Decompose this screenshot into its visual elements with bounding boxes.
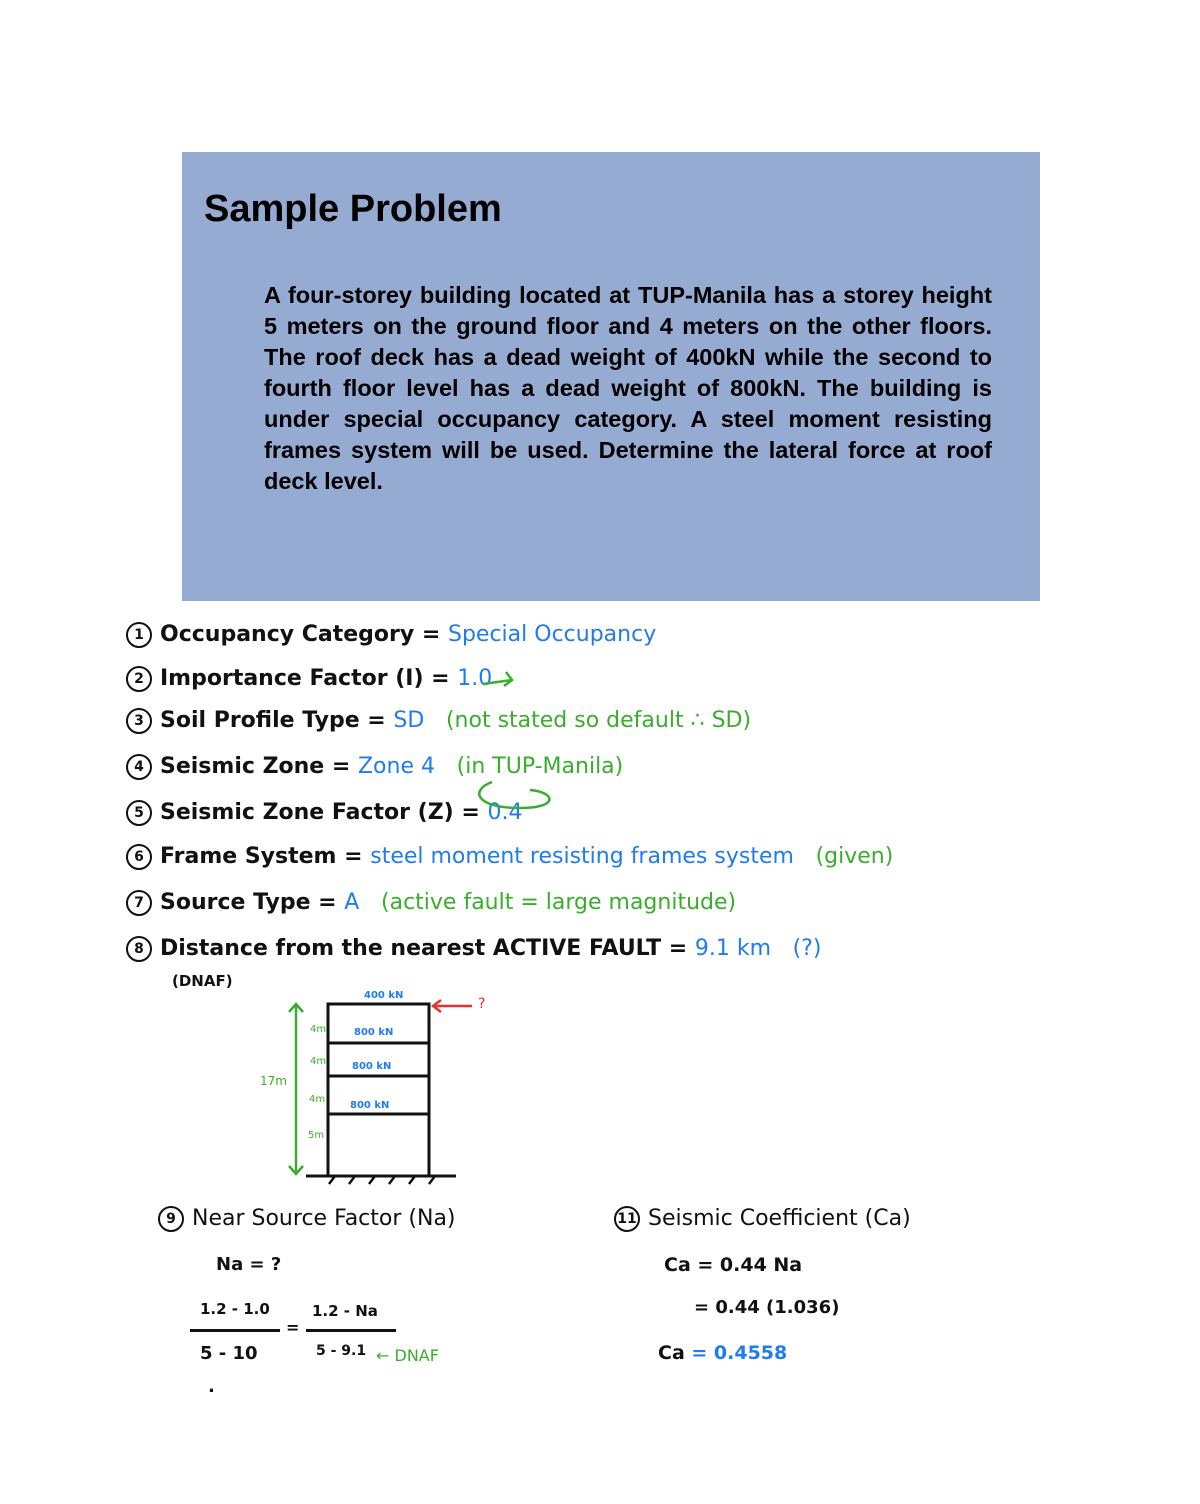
height-label: 4m [310,1024,327,1035]
ca-substitution: = 0.44 (1.036) [694,1297,840,1318]
right-numerator: 1.2 - Na [312,1302,378,1320]
step-2: 2 Importance Factor (I) = 1.0 [126,666,492,692]
step-8: 8 Distance from the nearest ACTIVE FAULT = 9.1 km (?) [126,936,822,962]
left-denominator: 5 - 10 [200,1343,258,1364]
equals-sign: = [286,1318,300,1337]
floor-load-3: 800 kN [352,1061,392,1072]
lateral-force-arrow-icon [433,1000,472,1012]
height-label: 4m [310,1056,327,1067]
total-height-label: 17m [260,1074,287,1088]
step-4: 4 Seismic Zone = Zone 4 (in TUP-Manila) [126,754,623,780]
right-fraction-bar [306,1329,396,1332]
step-7: 7 Source Type = A (active fault = large magnitude) [126,890,736,916]
na-unknown: Na = ? [216,1254,282,1275]
ca-result: Ca = 0.4558 [658,1342,788,1364]
left-fraction-bar [190,1329,280,1332]
problem-statement: A four-storey building located at TUP-Manila has a storey height 5 meters on the ground floor and 4 meters on the other floors. The roof deck has a dead weight of 400kN while the second to fourth floor level has a dead weight of 800kN. The building is under special occupancy category. A steel moment resisting frames system will be used. Determine the lateral force at roof deck level. [264,282,992,494]
step-5: 5 Seismic Zone Factor (Z) = 0.4 [126,800,522,826]
step-1: 1 Occupancy Category = Special Occupancy [126,622,656,648]
roof-load: 400 kN [364,990,404,1001]
height-label: 4m [309,1094,326,1105]
floor-load-2: 800 kN [350,1100,390,1111]
stray-dot: . [208,1376,215,1397]
near-source-title: 9 Near Source Factor (Na) [158,1206,456,1232]
step-8-sub: (DNAF) [172,972,233,990]
dnaf-annotation: ← DNAF [376,1346,439,1365]
seismic-coefficient-title: 11 Seismic Coefficient (Ca) [614,1206,911,1232]
step-3: 3 Soil Profile Type = SD (not stated so default ∴ SD) [126,708,751,734]
problem-title: Sample Problem [204,188,502,230]
unknown-force-label: ? [478,996,486,1012]
right-denominator: 5 - 9.1 [316,1343,367,1359]
floor-load-4: 800 kN [354,1027,394,1038]
step-6: 6 Frame System = steel moment resisting frames system (given) [126,844,893,870]
ca-formula: Ca = 0.44 Na [664,1254,803,1276]
left-numerator: 1.2 - 1.0 [200,1300,270,1318]
height-label: 5m [308,1130,325,1141]
